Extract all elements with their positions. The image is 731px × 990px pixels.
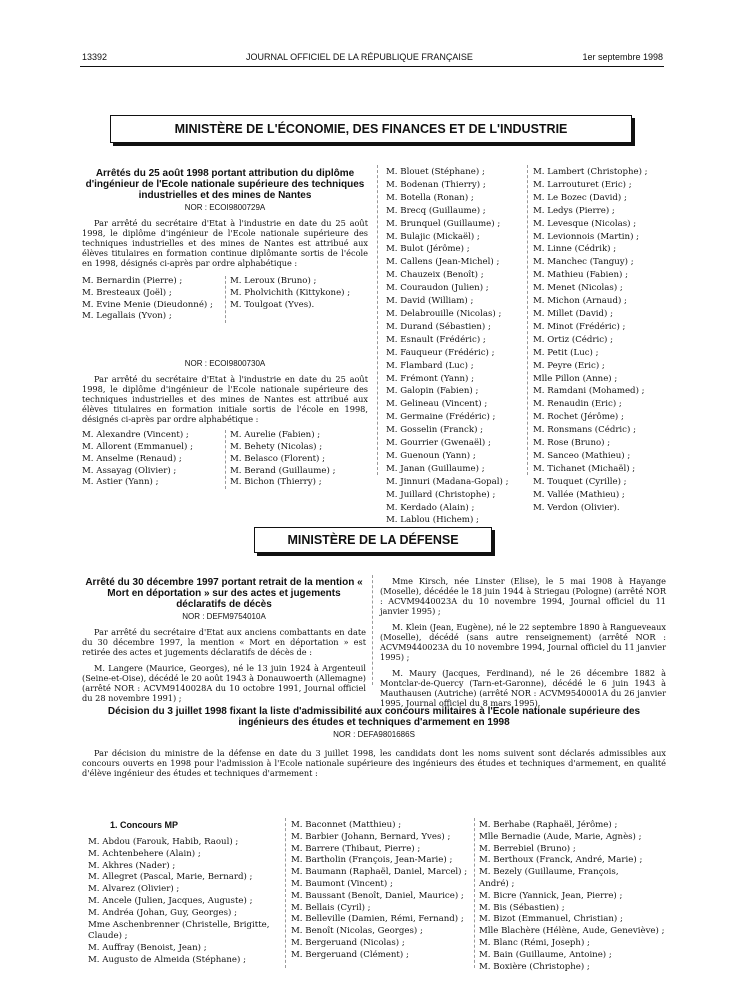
arrete1-names [82, 276, 368, 323]
ministry-defense-banner [254, 527, 492, 553]
name-entry: Mme Aschenbrenner (Christelle, Brigitte, [88, 919, 270, 930]
name-entry: M. Linne (Cédrik) ; [533, 244, 617, 255]
name-entry: M. Ramdani (Mohamed) ; [533, 386, 645, 397]
name-entry: M. Baconnet (Matthieu) ; [291, 820, 402, 830]
name-entry: M. Alexandre (Vincent) ; [82, 430, 189, 441]
name-entry: M. Ronsmans (Cédric) ; [533, 425, 636, 436]
nor-ecoi9800729a: NOR : ECOI9800729A [184, 203, 266, 212]
name-entry: M. Barrere (Thibaut, Pierre) ; [291, 843, 421, 854]
name-entry: M. Botella (Ronan) ; [386, 192, 474, 203]
name-entry: M. Blanc (Rémi, Joseph) ; [479, 937, 590, 948]
name-entry: M. Vallée (Mathieu) ; [533, 489, 625, 500]
name-entry: M. Le Bozec (David) ; [533, 192, 627, 203]
name-entry: M. Gosselin (Franck) ; [386, 425, 484, 436]
deportation-intro: Par arrêté du secrétaire d'Etat aux anciens combattants en date du 30 décembre 1997, la mention « Mort en déportation » est retirée des actes et jugements déclaratifs de décès de : [82, 627, 366, 657]
name-entry: M. Toulgoat (Yves). [229, 299, 315, 310]
name-entry: M. Anselme (Renaud) ; [82, 453, 182, 464]
column-divider-1 [377, 165, 378, 475]
name-entry: M. Fauqueur (Frédéric) ; [386, 347, 495, 358]
name-entry: M. Lambert (Christophe) ; [533, 167, 648, 177]
nor-ecoi9800730a: NOR : ECOI9800730A [184, 359, 266, 369]
name-entry: M. Andréa (Johan, Guy, Georges) ; [88, 907, 237, 918]
name-entry: M. Callens (Jean-Michel) ; [386, 257, 500, 268]
deportation-kirsch: Mme Kirsch, née Linster (Elise), le 5 mai 1908 à Hayange (Moselle), décédée le 18 juin 1944 à Striegau (Pologne) (arrêté NOR : ACVM9440023A du 10 novembre 1994, Journal officiel du 11 janvier 1995) ; [380, 576, 666, 616]
ministry-economie-banner [110, 115, 632, 143]
name-entry: M. Legallais (Yvon) ; [82, 311, 172, 322]
name-entry: M. Ledys (Pierre) ; [533, 205, 615, 216]
name-entry: M. Blouet (Stéphane) ; [386, 167, 485, 177]
name-entry: M. Mathieu (Fabien) ; [533, 270, 628, 281]
name-entry: M. Manchec (Tanguy) ; [533, 257, 634, 268]
name-entry: M. Flambard (Luc) ; [386, 360, 474, 371]
ministry-defense-name: MINISTÈRE DE LA DÉFENSE [287, 533, 459, 547]
arretes-nantes-column [82, 168, 368, 489]
name-entry: M. Levesque (Nicolas) ; [533, 218, 637, 229]
name-entry: M. Brunquel (Guillaume) ; [386, 218, 501, 229]
name-entry: M. Levionnois (Martin) ; [533, 231, 640, 242]
arrete-deportation-title: Arrêté du 30 décembre 1997 portant retrait de la mention « Mort en déportation » sur des actes et jugements déclaratifs de décès [85, 577, 363, 610]
name-entry: M. Bis (Sébastien) ; [479, 902, 565, 913]
name-entry: M. Millet (David) ; [533, 308, 614, 319]
ministry-economie-name: MINISTÈRE DE L'ÉCONOMIE, DES FINANCES ET DE L'INDUSTRIE [174, 122, 568, 136]
name-entry: Claude) ; [88, 931, 128, 942]
name-entry: M. Delabrouille (Nicolas) ; [386, 308, 502, 319]
name-entry: M. Couraudon (Julien) ; [386, 283, 489, 294]
name-entry: M. Petit (Luc) ; [533, 347, 599, 358]
name-entry: M. Baumann (Raphaël, Daniel, Marcel) ; [291, 867, 468, 878]
name-entry: M. Auffray (Benoist, Jean) ; [88, 943, 207, 954]
name-entry: M. Renaudin (Eric) ; [533, 399, 622, 410]
name-entry: M. Durand (Sébastien) ; [386, 321, 491, 332]
header-date: 1er septembre 1998 [582, 52, 663, 62]
arretes-nantes-title: Arrêtés du 25 août 1998 portant attribution du diplôme d'ingénieur de l'Ecole nationale supérieure des techniques industrielles et des mines de Nantes [85, 168, 365, 201]
name-entry: M. Jinnuri (Madana-Gopal) ; [386, 476, 509, 487]
name-entry: M. Brecq (Guillaume) ; [386, 205, 486, 216]
arrete-deportation-column-2 [380, 576, 666, 714]
name-entry: M. Touquet (Cyrille) ; [533, 476, 627, 487]
name-entry: M. Kerdado (Alain) ; [386, 502, 475, 513]
concours-mp-heading: 1. Concours MP [110, 820, 179, 830]
concours-column-1 [88, 820, 284, 967]
name-entry: M. Bulajic (Mickaël) ; [386, 231, 480, 242]
concours-names-2 [291, 820, 471, 962]
column-divider-2 [527, 165, 528, 475]
name-entry: M. Achtenbehere (Alain) ; [88, 848, 201, 859]
name-entry: M. Assayag (Olivier) ; [82, 465, 177, 476]
name-entry: M. Rochet (Jérôme) ; [533, 412, 624, 423]
name-entry: M. Allorent (Emmanuel) ; [82, 441, 193, 452]
name-entry: M. Ortiz (Cédric) ; [533, 334, 614, 345]
name-entry: M. Abdou (Farouk, Habib, Raoul) ; [88, 837, 239, 847]
name-entry: M. Berrebiel (Bruno) ; [479, 843, 576, 854]
name-entry: Mlle Blachère (Hélène, Aude, Geneviève) ; [479, 926, 665, 937]
names-column-2 [386, 166, 526, 527]
name-entry: M. David (William) ; [386, 296, 474, 307]
name-entry: M. Bergeruand (Clément) ; [291, 949, 409, 960]
deportation-klein: M. Klein (Jean, Eugène), né le 22 septembre 1890 à Rangueveaux (Moselle), décédé (sans autre renseignement) (arrêté NOR : ACVM9440023A du 10 novembre 1994, Journal officiel du 11 janvier 1995) ; [380, 622, 666, 662]
nor-defm9754010a: NOR : DEFM9754010A [182, 612, 266, 621]
name-entry: M. Larrouturet (Eric) ; [533, 179, 632, 190]
name-entry: Mlle Pillon (Anne) ; [533, 373, 618, 384]
name-entry: M. Bresteaux (Joël) ; [82, 287, 172, 298]
header-rule [80, 66, 664, 67]
column-divider-4 [285, 818, 286, 968]
arrete1-text: Par arrêté du secrétaire d'Etat à l'industrie en date du 25 août 1998, le diplôme d'ingénieur de l'Ecole nationale supérieure des techniques industrielles et des mines de Nantes est attribué aux élèves titulaires en formation continue diplômante sortis de l'école en 1998, désignés ci-après par ordre alphabétique : [82, 218, 368, 268]
column-divider-5 [474, 818, 475, 968]
name-entry: M. Bergeruand (Nicolas) ; [291, 937, 405, 948]
name-entry: M. Barbier (Johann, Bernard, Yves) ; [291, 831, 451, 842]
name-entry: M. Bezely (Guillaume, François, [479, 867, 619, 878]
name-entry: M. Benoît (Nicolas, Georges) ; [291, 926, 423, 937]
name-entry: M. Berhabe (Raphaël, Jérôme) ; [479, 820, 618, 830]
name-entry: M. Gourrier (Gwenaël) ; [386, 438, 491, 449]
name-entry: M. Behety (Nicolas) ; [229, 441, 323, 452]
name-entry: M. Berand (Guillaume) ; [229, 465, 336, 476]
name-entry: M. Guenoun (Yann) ; [386, 450, 476, 461]
name-entry: M. Rose (Bruno) ; [533, 438, 611, 449]
arrete2-names-right [225, 430, 368, 489]
name-entry: M. Bichon (Thierry) ; [229, 477, 322, 488]
name-entry: M. Menet (Nicolas) ; [533, 283, 623, 294]
deportation-langere: M. Langere (Maurice, Georges), né le 13 juin 1924 à Argenteuil (Seine-et-Oise), décédé le 20 août 1943 à Donauwoerth (Allemagne) (arrêté NOR : ACVM9140028A du 10 octobre 1991, Journal officiel du 28 novembre 1991) ; [82, 663, 366, 703]
name-entry: M. Germaine (Frédéric) ; [386, 412, 496, 423]
name-entry: M. Belleville (Damien, Rémi, Fernand) ; [291, 914, 464, 925]
name-entry: M. Lablou (Hichem) ; [386, 515, 479, 526]
name-entry: M. Augusto de Almeida (Stéphane) ; [88, 954, 246, 965]
name-entry: M. Chauzeix (Benoît) ; [386, 270, 484, 281]
name-entry: M. Esnault (Frédéric) ; [386, 334, 486, 345]
name-entry: M. Baumont (Vincent) ; [291, 878, 393, 889]
name-entry: M. Peyre (Eric) ; [533, 360, 605, 371]
arrete1-names-right [225, 276, 368, 323]
name-entry: M. Janan (Guillaume) ; [386, 463, 485, 474]
arrete-deportation-column [82, 577, 366, 709]
name-entry: M. Bulot (Jérôme) ; [386, 244, 470, 255]
page-number: 13392 [82, 52, 108, 62]
name-entry: M. Michon (Arnaud) ; [533, 296, 627, 307]
name-entry: M. Bicre (Yannick, Jean, Pierre) ; [479, 890, 623, 901]
deportation-maury: M. Maury (Jacques, Ferdinand), né le 26 décembre 1882 à Montclar-de-Quercy (Tarn-et-Garonne), décédé le 6 juin 1943 à Mauthausen (Autriche) (arrêté NOR : ACVM9540001A du 26 janvier 1995, Journal officiel du 8 mars 1995). [380, 668, 666, 708]
decision-text: Par décision du ministre de la défense en date du 3 juillet 1998, les candidats dont les noms suivent sont déclarés admissibles aux concours ouverts en 1998 pour l'admission à l'Ecole nationale supérieure des ingénieurs des études et techniques d'armement, en qualité d'élève ingénieur des études et techniques d'armement : [82, 748, 666, 778]
name-entry: M. Gelineau (Vincent) ; [386, 399, 488, 410]
name-entry: M. Berthoux (Franck, André, Marie) ; [479, 855, 643, 866]
name-entry: M. Ancele (Julien, Jacques, Auguste) ; [88, 895, 253, 906]
arrete2-names-left [82, 430, 225, 489]
name-entry: M. Aurelie (Fabien) ; [229, 430, 321, 441]
name-entry: M. Tichanet (Michaël) ; [533, 463, 636, 474]
name-entry: M. Galopin (Fabien) ; [386, 386, 479, 397]
concours-names-1 [88, 837, 284, 967]
decision-header [100, 706, 648, 745]
name-entry: M. Juillard (Christophe) ; [386, 489, 496, 500]
name-entry: M. Belasco (Florent) ; [229, 453, 326, 464]
name-entry: M. Minot (Frédéric) ; [533, 321, 626, 332]
name-entry: M. Alvarez (Olivier) ; [88, 884, 180, 895]
name-entry: M. Bartholin (François, Jean-Marie) ; [291, 855, 453, 866]
decision-title: Décision du 3 juillet 1998 fixant la liste d'admissibilité aux concours militaires à l'Ecole nationale supérieure des ingénieurs des études et techniques d'armement en 1998 [107, 706, 641, 728]
journal-title: JOURNAL OFFICIEL DE LA RÉPUBLIQUE FRANÇAISE [246, 52, 473, 62]
name-entry: M. Pholvichith (Kittykone) ; [229, 287, 351, 298]
name-entry: M. Frémont (Yann) ; [386, 373, 474, 384]
name-entry: M. Bizot (Emmanuel, Christian) ; [479, 914, 623, 925]
name-entry: M. Allegret (Pascal, Marie, Bernard) ; [88, 872, 253, 883]
name-entry: M. Sanceo (Mathieu) ; [533, 450, 631, 461]
name-entry: André) ; [479, 878, 515, 889]
arrete2-names [82, 430, 368, 489]
name-entry: M. Verdon (Olivier). [533, 502, 620, 513]
nor-defa9801686s: NOR : DEFA9801686S [333, 730, 415, 739]
name-entry: M. Akhres (Nader) ; [88, 860, 176, 871]
name-entry: M. Bain (Guillaume, Antoine) ; [479, 949, 612, 960]
name-entry: M. Bernardin (Pierre) ; [82, 276, 183, 286]
name-entry: M. Baussant (Benoît, Daniel, Maurice) ; [291, 890, 464, 901]
arrete1-names-left [82, 276, 225, 323]
name-entry: M. Boxière (Christophe) ; [479, 961, 590, 972]
name-entry: M. Bellais (Cyril) ; [291, 902, 371, 913]
concours-names-3 [479, 820, 669, 973]
name-entry: M. Astier (Yann) ; [82, 477, 159, 488]
column-divider-3 [372, 575, 373, 685]
names-column-3 [533, 166, 673, 514]
arrete2-text: Par arrêté du secrétaire d'Etat à l'industrie en date du 25 août 1998, le diplôme d'ingénieur de l'Ecole nationale supérieure des techniques industrielles et des mines de Nantes est attribué aux élèves titulaires en formation initiale sortis de l'école en 1998, désignés ci-après par ordre alphabétique : [82, 374, 368, 425]
name-entry: M. Evine Menie (Dieudonné) ; [82, 299, 213, 310]
name-entry: Mlle Bernadie (Aude, Marie, Agnès) ; [479, 831, 642, 842]
name-entry: M. Bodenan (Thierry) ; [386, 179, 486, 190]
name-entry: M. Leroux (Bruno) ; [229, 276, 317, 286]
